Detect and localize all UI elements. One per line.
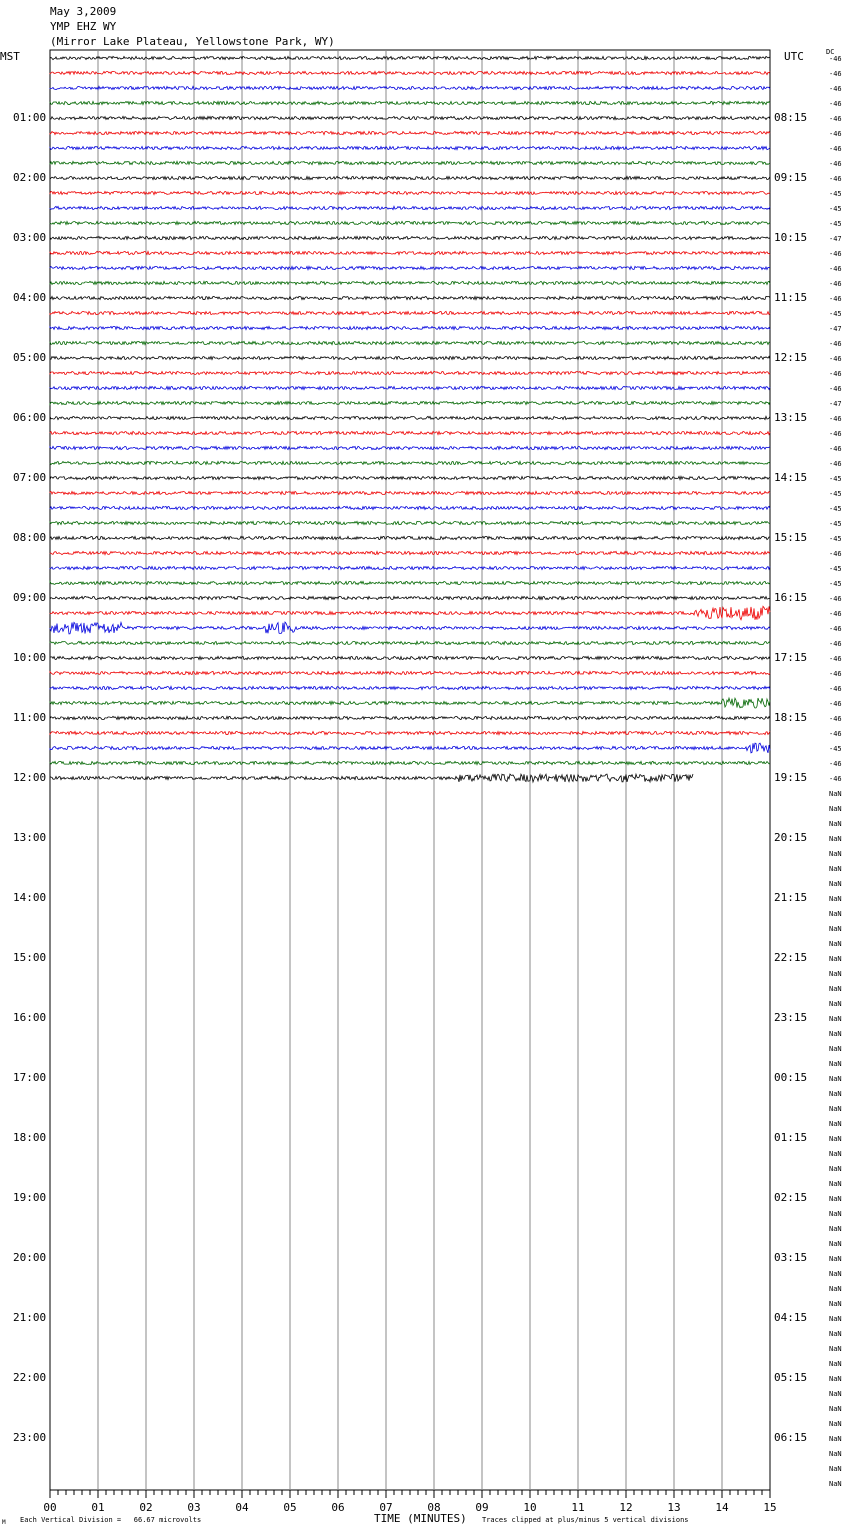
dc-offset-value: NaN (829, 880, 842, 888)
dc-offset-value: NaN (829, 1330, 842, 1338)
x-tick-label: 04 (235, 1501, 249, 1514)
left-hour-label: 18:00 (13, 1131, 47, 1144)
dc-offset-value: NaN (829, 940, 842, 948)
trace-row (50, 506, 770, 509)
right-hour-label: 16:15 (774, 591, 808, 604)
dc-offset-value: NaN (829, 1090, 842, 1098)
right-hour-label: 10:15 (774, 231, 808, 244)
trace-row (50, 176, 770, 179)
left-hour-label: 16:00 (13, 1011, 47, 1024)
dc-offset-value: -45 (829, 535, 842, 543)
dc-offset-header: DC (826, 48, 835, 56)
dc-offset-value: NaN (829, 925, 842, 933)
dc-offset-value: NaN (829, 1060, 842, 1068)
dc-offset-value: NaN (829, 1270, 842, 1278)
dc-offset-value: -47 (829, 400, 842, 408)
trace-row (50, 622, 770, 634)
left-hour-label: 15:00 (13, 951, 47, 964)
trace-row (50, 191, 770, 194)
dc-offset-value: -46 (829, 100, 842, 108)
dc-offset-value: -46 (829, 760, 842, 768)
dc-offset-value: -46 (829, 145, 842, 153)
x-tick-label: 14 (715, 1501, 729, 1514)
right-hour-label: 23:15 (774, 1011, 808, 1024)
dc-offset-value: NaN (829, 1255, 842, 1263)
dc-offset-value: -46 (829, 370, 842, 378)
dc-offset-value: NaN (829, 1165, 842, 1173)
dc-offset-value: -46 (829, 685, 842, 693)
x-tick-label: 09 (475, 1501, 489, 1514)
right-hour-label: 13:15 (774, 411, 808, 424)
right-hour-label: 06:15 (774, 1431, 808, 1444)
dc-offset-value: -46 (829, 265, 842, 273)
trace-row (50, 491, 770, 494)
plot-date: May 3,2009 (50, 5, 117, 18)
x-tick-label: 07 (379, 1501, 393, 1514)
dc-offset-value: -46 (829, 715, 842, 723)
trace-row (50, 266, 770, 269)
trace-row (50, 251, 770, 254)
trace-row (50, 461, 770, 464)
left-hour-label: 06:00 (13, 411, 47, 424)
dc-offset-value: -46 (829, 460, 842, 468)
dc-offset-value: NaN (829, 985, 842, 993)
x-tick-label: 05 (283, 1501, 297, 1514)
left-hour-label: 09:00 (13, 591, 47, 604)
left-hour-label: 17:00 (13, 1071, 47, 1084)
right-hour-label: 02:15 (774, 1191, 808, 1204)
x-tick-label: 00 (43, 1501, 57, 1514)
left-hour-label: 05:00 (13, 351, 47, 364)
dc-offset-value: -45 (829, 490, 842, 498)
dc-offset-value: NaN (829, 1120, 842, 1128)
x-tick-label: 12 (619, 1501, 633, 1514)
dc-offset-value: NaN (829, 1480, 842, 1488)
left-hour-label: 03:00 (13, 231, 47, 244)
x-axis-label: TIME (MINUTES) (374, 1512, 467, 1525)
trace-row (50, 236, 770, 239)
dc-offset-value: -46 (829, 250, 842, 258)
x-tick-label: 06 (331, 1501, 345, 1514)
right-hour-label: 22:15 (774, 951, 808, 964)
dc-offset-value: -45 (829, 745, 842, 753)
clipping-note: Traces clipped at plus/minus 5 vertical divisions (482, 1516, 689, 1524)
dc-offset-value: -46 (829, 595, 842, 603)
trace-row (50, 116, 770, 119)
dc-offset-value: -47 (829, 325, 842, 333)
dc-offset-value: NaN (829, 1345, 842, 1353)
left-hour-label: 04:00 (13, 291, 47, 304)
right-hour-label: 14:15 (774, 471, 808, 484)
dc-offset-value: -46 (829, 415, 842, 423)
dc-offset-value: -46 (829, 85, 842, 93)
trace-row (50, 566, 770, 569)
trace-row (50, 698, 770, 708)
right-hour-label: 00:15 (774, 1071, 808, 1084)
trace-row (50, 161, 770, 164)
right-hour-label: 18:15 (774, 711, 808, 724)
dc-offset-value: NaN (829, 1225, 842, 1233)
dc-offset-value: -46 (829, 70, 842, 78)
trace-row (50, 386, 770, 389)
dc-offset-value: -46 (829, 55, 842, 63)
dc-offset-value: NaN (829, 955, 842, 963)
left-hour-label: 21:00 (13, 1311, 47, 1324)
trace-row (50, 743, 770, 753)
right-timezone-label: UTC (784, 50, 804, 63)
dc-offset-value: NaN (829, 1465, 842, 1473)
dc-offset-value: -46 (829, 160, 842, 168)
dc-offset-value: NaN (829, 1240, 842, 1248)
left-hour-label: 08:00 (13, 531, 47, 544)
dc-offset-value: -45 (829, 520, 842, 528)
station-code: YMP EHZ WY (50, 20, 117, 33)
trace-row (50, 71, 770, 74)
x-tick-label: 11 (571, 1501, 585, 1514)
left-hour-label: 10:00 (13, 651, 47, 664)
dc-offset-value: NaN (829, 1420, 842, 1428)
right-hour-label: 11:15 (774, 291, 808, 304)
dc-offset-value: -45 (829, 310, 842, 318)
dc-offset-value: NaN (829, 1375, 842, 1383)
trace-row (50, 551, 770, 554)
trace-row (50, 641, 770, 644)
right-hour-label: 12:15 (774, 351, 808, 364)
dc-offset-value: -46 (829, 730, 842, 738)
trace-row (50, 536, 770, 539)
left-hour-label: 07:00 (13, 471, 47, 484)
dc-offset-value: NaN (829, 1300, 842, 1308)
station-location: (Mirror Lake Plateau, Yellowstone Park, WY) (50, 35, 335, 48)
dc-offset-value: -45 (829, 505, 842, 513)
left-hour-label: 02:00 (13, 171, 47, 184)
x-tick-label: 10 (523, 1501, 537, 1514)
dc-offset-value: NaN (829, 835, 842, 843)
trace-row (50, 686, 770, 689)
right-hour-label: 15:15 (774, 531, 808, 544)
trace-row (50, 671, 770, 674)
dc-offset-value: -46 (829, 445, 842, 453)
trace-row (50, 326, 770, 329)
dc-offset-value: -46 (829, 295, 842, 303)
dc-offset-value: NaN (829, 1030, 842, 1038)
trace-row (50, 446, 770, 449)
dc-offset-value: NaN (829, 1360, 842, 1368)
trace-row (50, 606, 770, 620)
plot-frame (50, 50, 770, 1490)
right-hour-label: 01:15 (774, 1131, 808, 1144)
dc-offset-value: NaN (829, 850, 842, 858)
dc-offset-value: -46 (829, 775, 842, 783)
left-hour-label: 01:00 (13, 111, 47, 124)
trace-row (50, 356, 770, 359)
right-hour-label: 21:15 (774, 891, 808, 904)
x-tick-label: 08 (427, 1501, 441, 1514)
trace-row (50, 596, 770, 599)
dc-offset-value: NaN (829, 1405, 842, 1413)
dc-offset-value: NaN (829, 895, 842, 903)
dc-offset-value: -46 (829, 340, 842, 348)
dc-offset-value: -45 (829, 565, 842, 573)
dc-offset-value: NaN (829, 1015, 842, 1023)
dc-offset-value: -46 (829, 610, 842, 618)
dc-offset-value: NaN (829, 1450, 842, 1458)
dc-offset-value: NaN (829, 1150, 842, 1158)
trace-row (50, 656, 770, 659)
trace-row (50, 731, 770, 734)
dc-offset-value: -46 (829, 670, 842, 678)
left-hour-label: 23:00 (13, 1431, 47, 1444)
dc-offset-value: NaN (829, 1435, 842, 1443)
left-hour-label: 11:00 (13, 711, 47, 724)
dc-offset-value: NaN (829, 1285, 842, 1293)
x-tick-label: 15 (763, 1501, 777, 1514)
dc-offset-value: -46 (829, 385, 842, 393)
x-tick-label: 01 (91, 1501, 105, 1514)
left-hour-label: 14:00 (13, 891, 47, 904)
x-tick-label: 13 (667, 1501, 681, 1514)
trace-row (50, 341, 770, 344)
left-hour-label: 20:00 (13, 1251, 47, 1264)
trace-row (50, 761, 770, 764)
trace-row (50, 521, 770, 524)
dc-offset-value: -45 (829, 205, 842, 213)
dc-offset-value: -45 (829, 190, 842, 198)
dc-offset-value: -45 (829, 580, 842, 588)
left-hour-label: 13:00 (13, 831, 47, 844)
dc-offset-value: NaN (829, 1195, 842, 1203)
dc-offset-value: NaN (829, 820, 842, 828)
left-timezone-label: MST (0, 50, 20, 63)
dc-offset-value: -46 (829, 655, 842, 663)
dc-offset-value: -46 (829, 130, 842, 138)
trace-row (50, 296, 770, 299)
trace-row (50, 416, 770, 419)
trace-row (50, 281, 770, 284)
dc-offset-value: NaN (829, 805, 842, 813)
dc-offset-value: NaN (829, 1075, 842, 1083)
trace-row (50, 476, 770, 479)
dc-offset-value: -46 (829, 115, 842, 123)
right-hour-label: 19:15 (774, 771, 808, 784)
dc-offset-value: NaN (829, 1105, 842, 1113)
dc-offset-value: -46 (829, 430, 842, 438)
dc-offset-value: NaN (829, 910, 842, 918)
dc-offset-value: NaN (829, 865, 842, 873)
left-hour-label: 19:00 (13, 1191, 47, 1204)
dc-offset-value: NaN (829, 970, 842, 978)
x-tick-label: 02 (139, 1501, 153, 1514)
dc-offset-value: NaN (829, 790, 842, 798)
dc-offset-value: -46 (829, 280, 842, 288)
right-hour-label: 04:15 (774, 1311, 808, 1324)
trace-row (50, 311, 770, 314)
dc-offset-value: NaN (829, 1045, 842, 1053)
right-hour-label: 17:15 (774, 651, 808, 664)
trace-row (50, 86, 770, 89)
trace-row (50, 371, 770, 374)
dc-offset-value: -46 (829, 625, 842, 633)
dc-offset-value: NaN (829, 1000, 842, 1008)
trace-row (50, 146, 770, 149)
dc-offset-value: -47 (829, 235, 842, 243)
dc-offset-value: NaN (829, 1390, 842, 1398)
right-hour-label: 08:15 (774, 111, 808, 124)
right-hour-label: 09:15 (774, 171, 808, 184)
right-hour-label: 20:15 (774, 831, 808, 844)
trace-row (50, 401, 770, 404)
dc-offset-value: -46 (829, 355, 842, 363)
trace-row (50, 56, 770, 59)
right-hour-label: 03:15 (774, 1251, 808, 1264)
vertical-division-note: Each Vertical Division = 66.67 microvolts (20, 1516, 202, 1524)
dc-offset-value: NaN (829, 1210, 842, 1218)
dc-offset-value: -45 (829, 475, 842, 483)
left-hour-label: 22:00 (13, 1371, 47, 1384)
trace-row (50, 431, 770, 434)
dc-offset-value: -45 (829, 220, 842, 228)
left-hour-label: 12:00 (13, 771, 47, 784)
dc-offset-value: -46 (829, 640, 842, 648)
corner-mark: M (2, 1519, 6, 1526)
dc-offset-value: NaN (829, 1135, 842, 1143)
dc-offset-value: -46 (829, 550, 842, 558)
trace-row (50, 221, 770, 224)
right-hour-label: 05:15 (774, 1371, 808, 1384)
trace-row (50, 101, 770, 104)
dc-offset-value: -46 (829, 700, 842, 708)
dc-offset-value: NaN (829, 1315, 842, 1323)
trace-row (50, 716, 770, 719)
x-tick-label: 03 (187, 1501, 201, 1514)
trace-row (50, 581, 770, 584)
trace-row (50, 206, 770, 209)
dc-offset-value: -46 (829, 175, 842, 183)
trace-row (50, 131, 770, 134)
dc-offset-value: NaN (829, 1180, 842, 1188)
